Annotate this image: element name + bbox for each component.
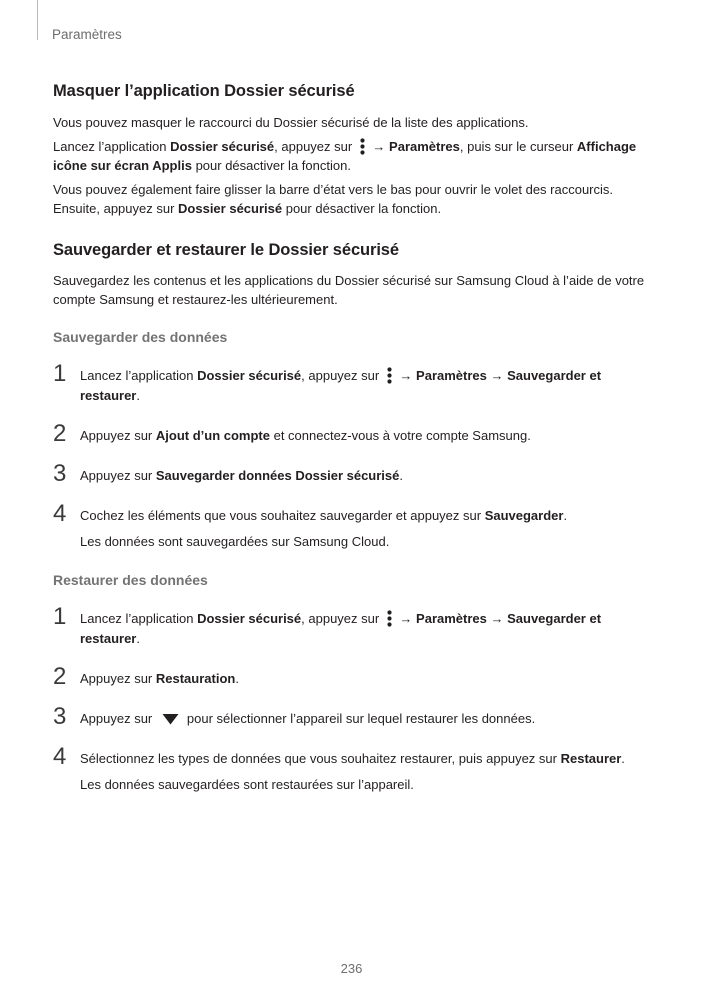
step-number: 4 [53,743,67,770]
text: et connectez-vous à votre compte Samsung. [269,428,531,443]
text: , appuyez sur [301,368,383,383]
text: Sélectionnez les types de données que vous souhaitez restaurer, puis appuyez sur [80,751,561,766]
arrow-text: → [486,368,508,383]
ui-term: Sauvegarder données Dossier sécurisé [155,468,400,483]
backup-step-4 [53,500,653,552]
ui-term: Paramètres [416,368,487,383]
step-number: 1 [53,603,67,630]
text: Lancez l’application [80,611,198,626]
ui-term: Paramètres [416,611,487,626]
text: Appuyez sur [80,711,156,726]
subheading-backup: Sauvegarder des données [53,329,228,345]
text: . [136,631,140,646]
header-rule [37,0,38,40]
restore-step-4 [53,743,653,795]
text: . [563,508,568,523]
arrow-text: → [486,611,508,626]
text: Lancez l’application [80,368,198,383]
step-note: Les données sont sauvegardées sur Samsung Cloud. [80,534,390,549]
dropdown-triangle-icon [162,713,179,725]
ui-term: Dossier sécurisé [178,201,283,216]
text: pour sélectionner l’appareil sur lequel restaurer les données. [186,711,536,726]
backup-step-1 [53,360,653,406]
ui-term: Sauvegarder [484,508,564,523]
step-number: 1 [53,360,67,387]
ui-term: Restaurer [560,751,622,766]
step-number: 3 [53,703,67,730]
restore-step-3 [53,703,653,730]
text: , puis sur le curseur [459,139,577,154]
hide-app-paragraph-2 [53,137,653,175]
step-text [80,366,653,406]
ui-term: Dossier sécurisé [170,139,275,154]
text: pour désactiver la fonction. [191,158,351,173]
page-number: 236 [340,961,363,976]
text: Appuyez sur [80,671,156,686]
backup-intro: Sauvegardez les contenus et les applications du Dossier sécurisé sur Samsung Cloud à l’aide de votre compte Samsung et restaurez-les ultérieurement. [53,273,645,307]
more-options-icon [358,138,367,155]
step-text [80,426,653,446]
text: Vous pouvez également faire glisser la barre d’état vers le bas pour ouvrir le volet des raccourcis. Ensuite, appuyez sur [53,182,614,216]
text: . [621,751,625,766]
step-text [80,609,653,649]
ui-term: Paramètres [389,139,460,154]
step-text [80,506,653,526]
step-number: 2 [53,420,67,447]
arrow-text: → [395,611,417,626]
backup-step-2 [53,420,653,447]
text: . [136,388,140,403]
step-text [80,749,653,769]
step-number: 3 [53,460,67,487]
text: Cochez les éléments que vous souhaitez sauvegarder et appuyez sur [80,508,485,523]
text: Appuyez sur [80,468,156,483]
more-options-icon [385,367,394,384]
step-number: 2 [53,663,67,690]
hide-app-paragraph-3 [53,180,653,218]
step-number: 4 [53,500,67,527]
text: . [399,468,404,483]
hide-app-paragraph-1: Vous pouvez masquer le raccourci du Dossier sécurisé de la liste des applications. [53,115,529,130]
text: Appuyez sur [80,428,156,443]
step-note: Les données sauvegardées sont restaurées sur l’appareil. [80,777,414,792]
arrow-text: → [395,368,417,383]
restore-step-2 [53,663,653,690]
ui-term: Sauvegarder et restaurer [80,368,602,403]
ui-term: Sauvegarder et restaurer [80,611,602,646]
subheading-restore: Restaurer des données [53,572,208,588]
ui-term: Restauration [155,671,236,686]
backup-step-3 [53,460,653,487]
text: Lancez l’application [53,139,171,154]
more-options-icon [385,610,394,627]
step-text [80,466,653,486]
text: , appuyez sur [301,611,383,626]
text: . [235,671,239,686]
page-content [53,82,653,795]
text: , appuyez sur [274,139,356,154]
restore-step-1 [53,603,653,649]
arrow-text: → [368,139,390,154]
ui-term: Ajout d’un compte [155,428,270,443]
hide-app-body [53,113,653,218]
heading-hide-app: Masquer l’application Dossier sécurisé [53,82,355,100]
step-text [80,669,653,689]
page-header: Paramètres [52,27,122,42]
heading-backup-restore: Sauvegarder et restaurer le Dossier sécurisé [53,241,399,259]
step-text [80,709,653,729]
ui-term: Dossier sécurisé [197,611,302,626]
ui-term: Affichage icône sur écran Applis [53,139,637,173]
text: pour désactiver la fonction. [282,201,442,216]
ui-term: Dossier sécurisé [197,368,302,383]
